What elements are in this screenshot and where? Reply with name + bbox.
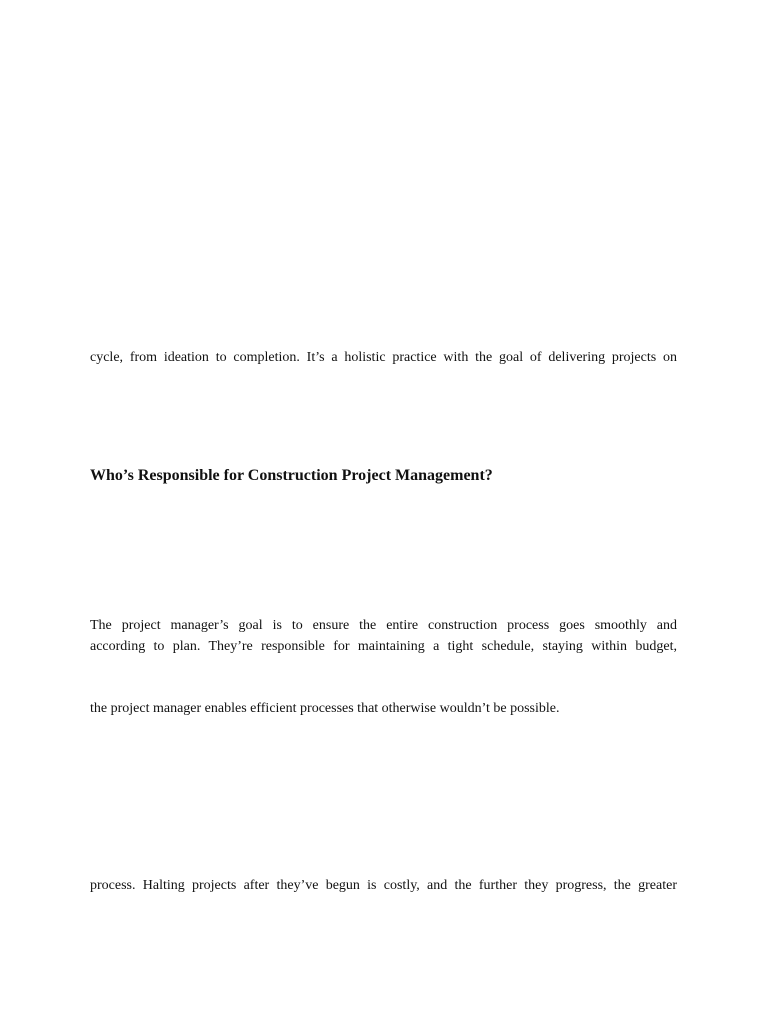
body-text-line: cycle, from ideation to completion. It’s a holistic practice with the goal of delivering projects on xyxy=(90,350,677,365)
body-text-line: process. Halting projects after they’ve begun is costly, and the further they progress, the greater xyxy=(90,878,677,893)
body-text-line: according to plan. They’re responsible for maintaining a tight schedule, staying within budget, xyxy=(90,639,677,654)
body-text-line: The project manager’s goal is to ensure the entire construction process goes smoothly and xyxy=(90,618,677,633)
section-heading: Who’s Responsible for Construction Project Management? xyxy=(90,467,493,484)
body-text-line: the project manager enables efficient processes that otherwise wouldn’t be possible. xyxy=(90,701,560,716)
